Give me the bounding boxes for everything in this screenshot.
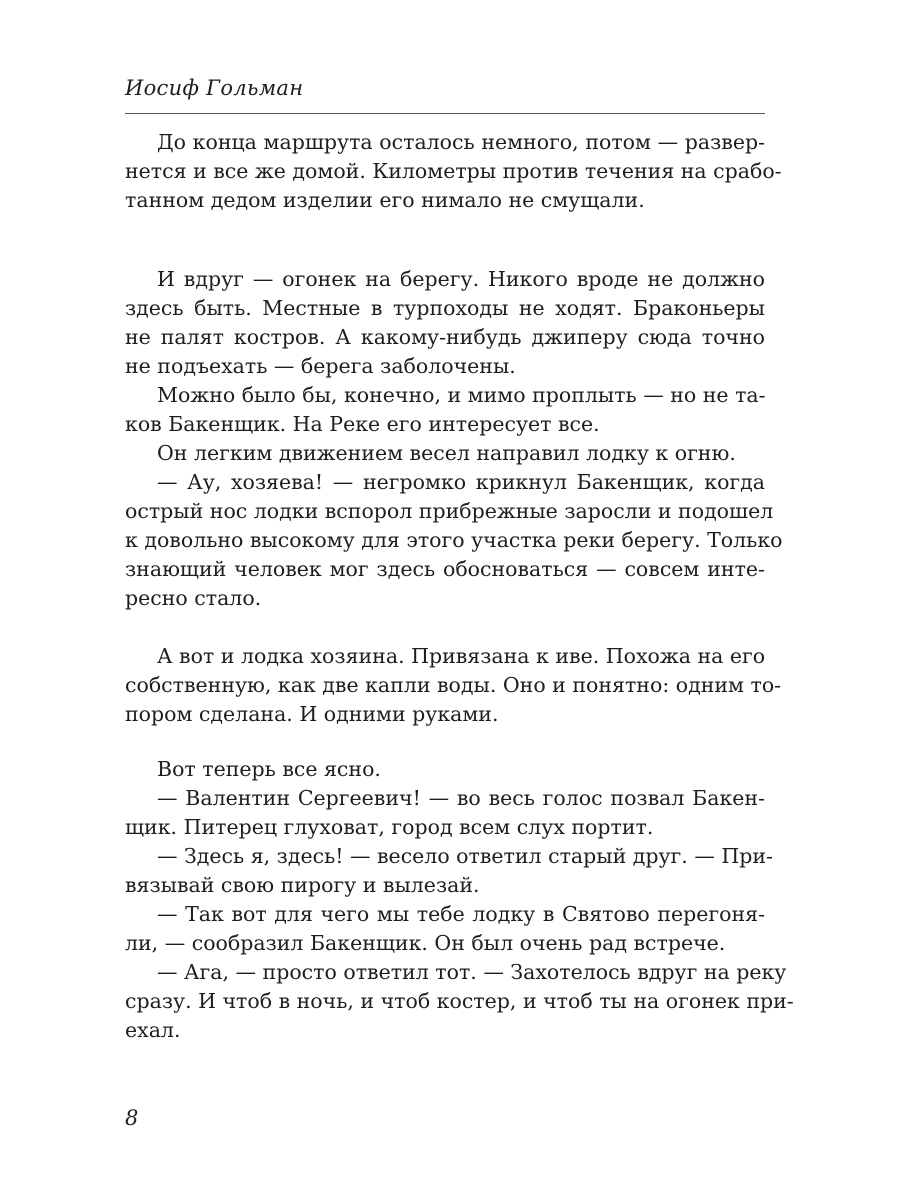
text-line: — Так вот для чего мы тебе лодку в Святово перегоня-: [157, 902, 765, 926]
text-line: ресно стало.: [125, 586, 262, 610]
text-line: сразу. И чтоб в ночь, и чтоб костер, и чтоб ты на огонек при-: [125, 989, 794, 1013]
text-line: — Здесь я, здесь! — весело ответил старый друг. — При-: [157, 844, 773, 868]
paragraph: [125, 265, 765, 381]
section-break: [125, 729, 765, 755]
text-line: Он легким движением весел направил лодку к огню.: [157, 441, 736, 465]
paragraph: [125, 755, 765, 784]
text-line: — Ау, хозяева! — негромко крикнул Бакенщик, когда: [157, 470, 765, 494]
text-line: здесь быть. Местные в турпоходы не ходят. Браконьеры: [125, 296, 765, 320]
body-text: [125, 128, 794, 1045]
text-line: ехал.: [125, 1018, 181, 1042]
paragraph: [125, 900, 765, 958]
paragraph: [125, 842, 773, 900]
text-line: А вот и лодка хозяина. Привязана к иве. Похожа на его: [157, 644, 766, 668]
text-line: Можно было бы, конечно, и мимо проплыть — но не та-: [157, 383, 766, 407]
running-header-author: Иосиф Гольман: [125, 76, 304, 100]
section-break: [125, 613, 765, 642]
paragraph: [125, 784, 765, 842]
text-line: пором сделана. И одними руками.: [125, 702, 499, 726]
text-line: не подъехать — берега заболочены.: [125, 354, 516, 378]
header-divider: [125, 113, 765, 114]
text-line: нется и все же домой. Километры против течения на срабо-: [125, 159, 782, 183]
paragraph: [125, 439, 765, 468]
paragraph: [125, 128, 782, 215]
text-line: — Валентин Сергеевич! — во весь голос позвал Бакен-: [157, 786, 765, 810]
text-line: Вот теперь все ясно.: [157, 757, 381, 781]
text-line: — Ага, — просто ответил тот. — Захотелось вдруг на реку: [157, 960, 787, 984]
page-number: 8: [125, 1106, 139, 1130]
text-line: щик. Питерец глуховат, город всем слух портит.: [125, 815, 654, 839]
text-line: к довольно высокому для этого участка реки берегу. Только: [125, 528, 783, 552]
text-line: знающий человек мог здесь обосноваться — совсем инте-: [125, 557, 765, 581]
text-line: До конца маршрута осталось немного, потом — развер-: [157, 130, 765, 154]
text-line: собственную, как две капли воды. Оно и понятно: одним то-: [125, 673, 782, 697]
text-line: вязывай свою пирогу и вылезай.: [125, 873, 480, 897]
text-line: танном дедом изделии его нимало не смущали.: [125, 188, 645, 212]
text-line: ли, — сообразил Бакенщик. Он был очень рад встрече.: [125, 931, 726, 955]
running-header: [125, 76, 765, 108]
section-break: [125, 215, 765, 265]
text-line: И вдруг — огонек на берегу. Никого вроде не должно: [157, 267, 765, 291]
paragraph: [125, 381, 765, 439]
text-line: ков Бакенщик. На Реке его интересует все.: [125, 412, 600, 436]
paragraph: [125, 642, 782, 729]
text-line: не палят костров. А какому-нибудь джиперу сюда точно: [125, 325, 765, 349]
paragraph: [125, 958, 794, 1045]
paragraph: [125, 468, 783, 613]
text-line: острый нос лодки вспорол прибрежные заросли и подошел: [125, 499, 774, 523]
